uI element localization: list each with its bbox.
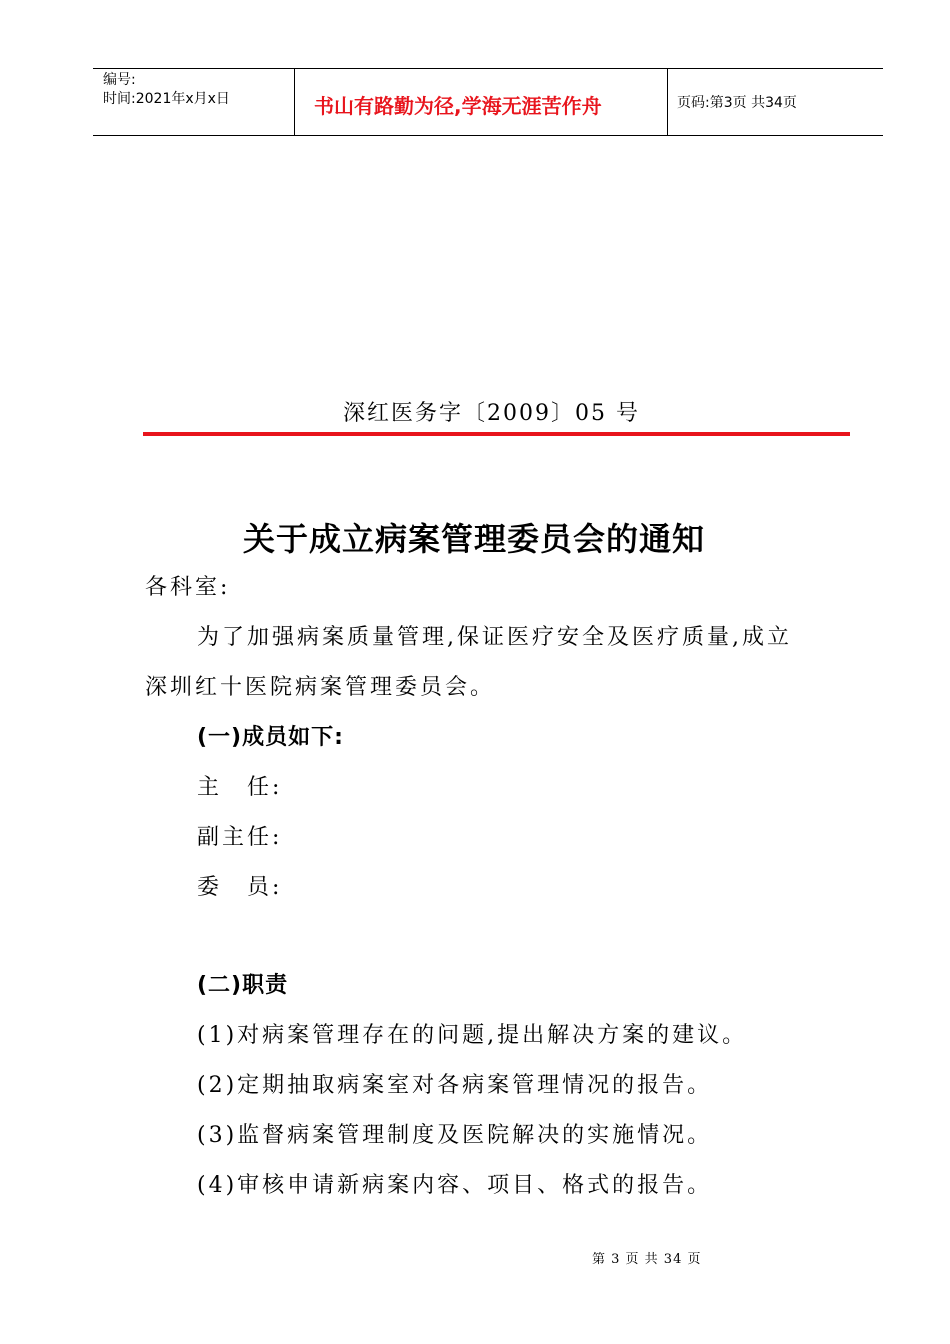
section-members-heading: (一)成员如下: [197,725,344,750]
duty-item: (1)对病案管理存在的问题,提出解决方案的建议。 [197,1023,748,1048]
duty-item: (2)定期抽取病案室对各病案管理情况的报告。 [197,1073,713,1098]
header-number-label: 编号: [103,72,136,88]
header-divider-left [294,68,295,136]
member-role-committee-member: 委 员: [197,875,283,900]
section-duties-heading: (二)职责 [197,973,289,998]
duty-item: (3)监督病案管理制度及医院解决的实施情况。 [197,1123,713,1148]
header-motto: 书山有路勤为径,学海无涯苦作舟 [314,94,602,118]
document-title: 关于成立病案管理委员会的通知 [243,520,706,558]
header-divider-right [667,68,668,136]
header-top-border [93,68,883,69]
red-divider-rule [143,432,850,436]
intro-paragraph-line-2: 深圳红十医院病案管理委员会。 [145,675,496,700]
header-page-info: 页码:第3页 共34页 [677,95,797,111]
member-role-director: 主 任: [197,775,283,800]
member-role-deputy-director: 副主任: [197,825,283,850]
header-time-label: 时间:2021年x月x日 [103,91,230,107]
intro-paragraph-line-1: 为了加强病案质量管理,保证医疗安全及医疗质量,成立 [197,625,792,650]
document-number: 深红医务字〔2009〕05 号 [343,401,640,426]
footer-page-number: 第 3 页 共 34 页 [592,1252,702,1267]
header-bottom-border [93,135,883,136]
duty-item: (4)审核申请新病案内容、项目、格式的报告。 [197,1173,713,1198]
salutation: 各科室: [145,575,231,600]
